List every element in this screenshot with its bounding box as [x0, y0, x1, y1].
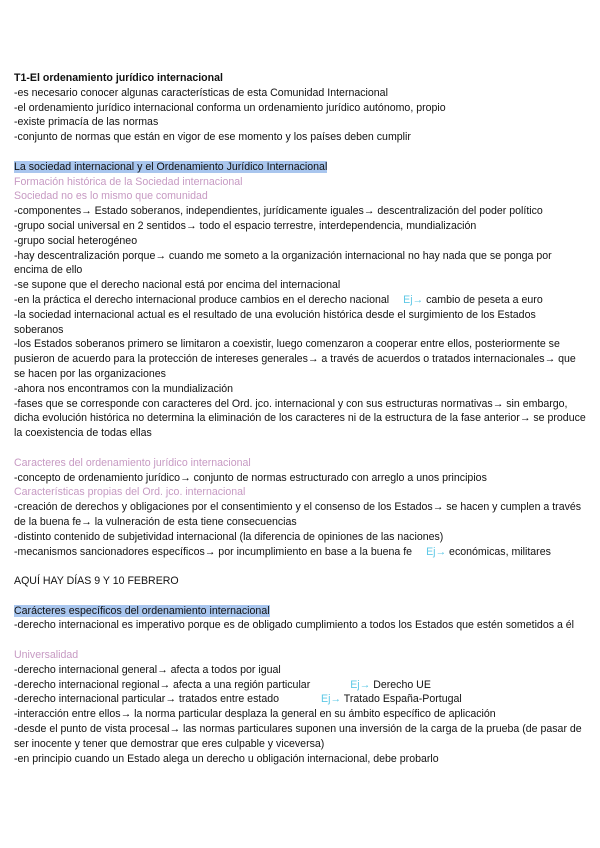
bullet-line: -derecho internacional general→ afecta a todos por igual	[14, 663, 281, 676]
bullet-line: -la sociedad internacional actual es el resultado de una evolución histórica desde el surgimiento de los Estados soberanos	[14, 308, 536, 336]
bullet-text: -derecho internacional particular→ tratados entre estado	[14, 693, 279, 706]
bullet-line: -distinto contenido de subjetividad internacional (la diferencia de opiniones de las naciones)	[14, 530, 444, 543]
bullet-line: -interacción entre ellos→ la norma particular desplaza la general en su ámbito específico de aplicación	[14, 708, 496, 721]
bullet-line: -grupo social universal en 2 sentidos→ todo el espacio terrestre, interdependencia, mundialización	[14, 219, 477, 232]
bullet-line: -ahora nos encontramos con la mundialización	[14, 382, 234, 395]
example-text: económicas, militares	[449, 545, 551, 558]
section-heading-sociedad	[14, 160, 588, 175]
bullet-line: -los Estados soberanos primero se limitaron a coexistir, luego comenzaron a cooperar entre ellos, posteriormente se pusieron de acuerdo para la protección de intereses generales→ a través de acuerdos o tratados internacionales→ que se hacen por las organizaciones	[14, 338, 576, 380]
intro-line: -es necesario conocer algunas características de esta Comunidad Internacional	[14, 86, 388, 99]
bullet-line: -derecho internacional es imperativo porque es de obligado cumplimiento a todos los Estados que estén sometidos a él	[14, 619, 575, 632]
intro-line: -existe primacía de las normas	[14, 116, 159, 129]
spacer	[14, 589, 588, 604]
bullet-line: -componentes→ Estado soberanos, independientes, jurídicamente iguales→ descentralización del poder político	[14, 205, 543, 218]
subheading-caracteristicas: Características propias del Ord. jco. internacional	[14, 486, 246, 499]
bullet-line-with-example	[14, 678, 588, 693]
highlighted-heading: Carácteres específicos del ordenamiento internacional	[14, 604, 270, 617]
bullet-line-with-example	[14, 545, 588, 560]
bullet-line: -desde el punto de vista procesal→ las normas particulares suponen una inversión de la carga de la prueba (de pasar de ser inocente y tener que demostrar que eres culpable y viceversa)	[14, 723, 582, 750]
bullet-text: -en la práctica el derecho internacional produce cambios en el derecho nacional	[14, 293, 390, 306]
example-text: cambio de peseta a euro	[426, 293, 543, 306]
example-marker: Ej→	[350, 678, 371, 691]
example-text: Tratado España-Portugal	[343, 693, 462, 706]
spacer	[14, 633, 588, 648]
date-note: AQUÍ HAY DÍAS 9 Y 10 FEBRERO	[14, 575, 179, 588]
bullet-line: -fases que se corresponde con caracteres del Ord. jco. internacional y con sus estructuras normativas→ sin embargo, dicha evolución histórica no determina la eliminación de los caracteres ni de la estructura de la fase anterior→ se produce la coexistencia de todas ellas	[14, 397, 586, 440]
bullet-line: -en principio cuando un Estado alega un derecho u obligación internacional, debe probarlo	[14, 752, 439, 765]
highlighted-heading: La sociedad internacional y el Ordenamiento Jurídico Internacional	[14, 160, 328, 173]
subheading-caracteres: Caracteres del ordenamiento jurídico internacional	[14, 456, 251, 469]
bullet-text: -mecanismos sancionadores específicos→ por incumplimiento en base a la buena fe	[14, 545, 413, 558]
bullet-line-with-example	[14, 692, 588, 707]
intro-line: -el ordenamiento jurídico internacional conforma un ordenamiento jurídico autónomo, propio	[14, 101, 446, 114]
bullet-line: -hay descentralización porque→ cuando me someto a la organización internacional no hay nada que se ponga por encima de ello	[14, 249, 552, 277]
bullet-line: -creación de derechos y obligaciones por el consentimiento y el consenso de los Estados→ se hacen y cumplen a través de la buena fe→ la vulneración de esta tiene consecuencias	[14, 501, 582, 528]
document-title: T1-El ordenamiento jurídico internacional	[14, 72, 223, 84]
spacer	[14, 145, 588, 160]
subheading-formacion: Formación histórica de la Sociedad internacional	[14, 175, 243, 188]
example-text: Derecho UE	[373, 678, 431, 691]
bullet-line-with-example	[14, 293, 588, 308]
section-heading-caracteres-especificos	[14, 604, 588, 619]
example-marker: Ej→	[321, 693, 342, 706]
bullet-text: -derecho internacional regional→ afecta a una región particular	[14, 678, 311, 691]
bullet-line: -grupo social heterogéneo	[14, 234, 138, 247]
bullet-line: -se supone que el derecho nacional está por encima del internacional	[14, 279, 341, 292]
spacer	[14, 441, 588, 456]
subheading-sociedad-comunidad: Sociedad no es lo mismo que comunidad	[14, 190, 208, 203]
bullet-line: -concepto de ordenamiento jurídico→ conjunto de normas estructurado con arreglo a unos principios	[14, 471, 487, 484]
subheading-universalidad: Universalidad	[14, 649, 79, 662]
example-marker: Ej→	[403, 293, 424, 306]
intro-line: -conjunto de normas que están en vigor de ese momento y los países deben cumplir	[14, 131, 411, 144]
spacer	[14, 559, 588, 574]
example-marker: Ej→	[426, 545, 447, 558]
